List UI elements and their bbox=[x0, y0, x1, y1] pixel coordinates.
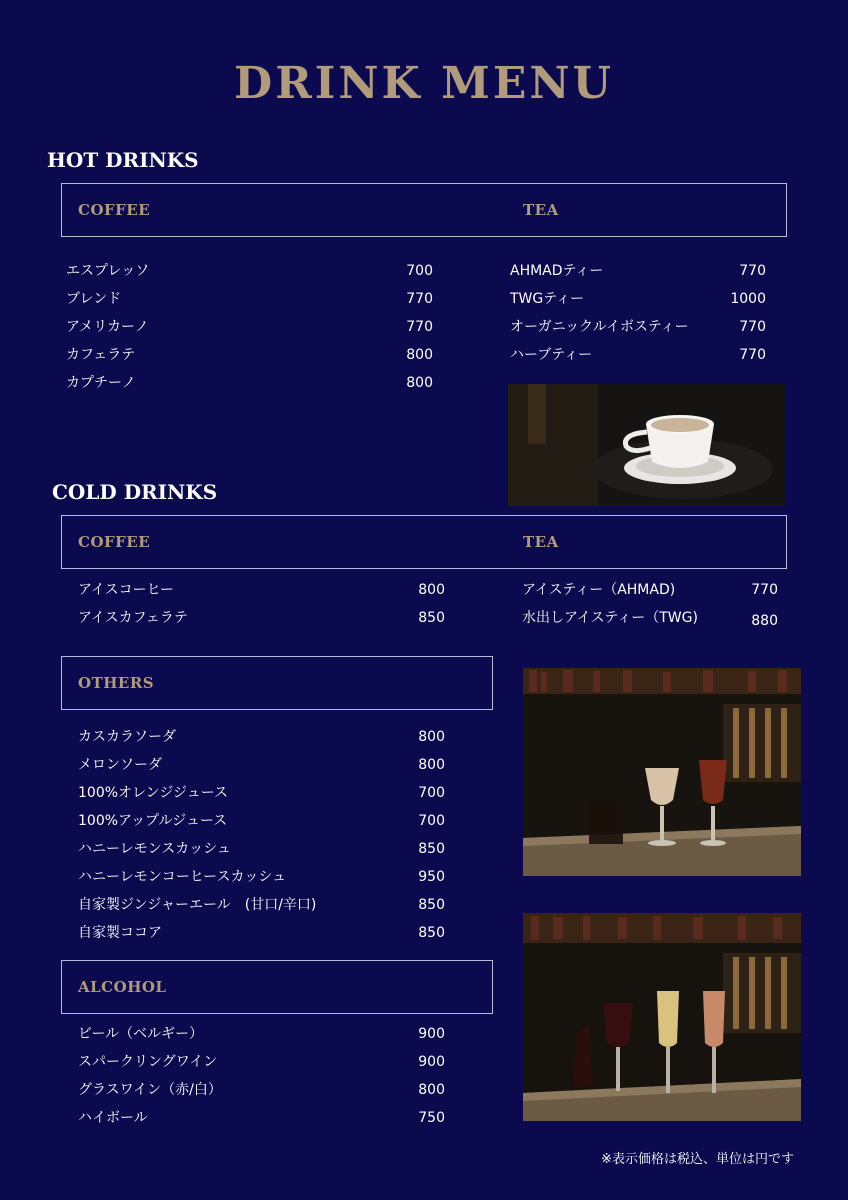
cold-drinks-heading: COLD DRINKS bbox=[52, 480, 218, 504]
page-title: DRINK MENU bbox=[234, 58, 614, 109]
list-item: ブレンド 770 bbox=[66, 291, 433, 307]
list-item: アメリカーノ 770 bbox=[66, 319, 433, 335]
others-box bbox=[61, 656, 493, 710]
hot-coffee-label: COFFEE bbox=[78, 201, 151, 219]
cold-coffee-label: COFFEE bbox=[78, 533, 151, 551]
list-item: カフェラテ 800 bbox=[66, 347, 433, 363]
list-item: ハニーレモンスカッシュ 850 bbox=[78, 841, 445, 857]
list-item: アイスコーヒー 800 bbox=[78, 582, 445, 598]
list-item: カスカラソーダ 800 bbox=[78, 729, 445, 745]
list-item: ハイボール 750 bbox=[78, 1110, 445, 1126]
list-item: 自家製ココア 850 bbox=[78, 925, 445, 941]
list-item: オーガニックルイボスティー 770 bbox=[510, 319, 766, 335]
alcohol-list bbox=[78, 1024, 445, 1136]
alcohol-box bbox=[61, 960, 493, 1014]
list-item: 水出しアイスティー（TWG) 880 bbox=[522, 610, 778, 629]
hot-category-box bbox=[61, 183, 787, 237]
cold-category-box bbox=[61, 515, 787, 569]
list-item: TWGティー 1000 bbox=[510, 291, 766, 307]
list-item: 100%オレンジジュース 700 bbox=[78, 785, 445, 801]
cold-tea-list bbox=[522, 580, 778, 636]
list-item: エスプレッソ 700 bbox=[66, 263, 433, 279]
list-item: 自家製ジンジャーエール (甘口/辛口) 850 bbox=[78, 897, 445, 913]
list-item: カプチーノ 800 bbox=[66, 375, 433, 391]
list-item: アイスティー（AHMAD) 770 bbox=[522, 582, 778, 598]
list-item: ハニーレモンコーヒースカッシュ 950 bbox=[78, 869, 445, 885]
list-item: AHMADティー 770 bbox=[510, 263, 766, 279]
alcohol-label: ALCOHOL bbox=[78, 978, 167, 996]
others-list bbox=[78, 727, 445, 951]
list-item: スパークリングワイン 900 bbox=[78, 1054, 445, 1070]
hot-tea-list bbox=[510, 261, 766, 373]
list-item: アイスカフェラテ 850 bbox=[78, 610, 445, 626]
hot-drinks-heading: HOT DRINKS bbox=[47, 148, 199, 172]
list-item: グラスワイン（赤/白） 800 bbox=[78, 1082, 445, 1098]
others-label: OTHERS bbox=[78, 674, 155, 692]
list-item: ビール（ベルギー） 900 bbox=[78, 1026, 445, 1042]
cold-drinks-photo bbox=[523, 668, 801, 876]
tea-cup-photo bbox=[508, 384, 786, 506]
wine-glasses-photo bbox=[523, 913, 801, 1121]
cold-tea-label: TEA bbox=[523, 533, 559, 551]
list-item: ハーブティー 770 bbox=[510, 347, 766, 363]
hot-coffee-list bbox=[66, 261, 433, 401]
cold-coffee-list bbox=[78, 580, 445, 636]
tax-note: ※表示価格は税込、単位は円です bbox=[601, 1152, 794, 1167]
hot-tea-label: TEA bbox=[523, 201, 559, 219]
list-item: メロンソーダ 800 bbox=[78, 757, 445, 773]
list-item: 100%アップルジュース 700 bbox=[78, 813, 445, 829]
